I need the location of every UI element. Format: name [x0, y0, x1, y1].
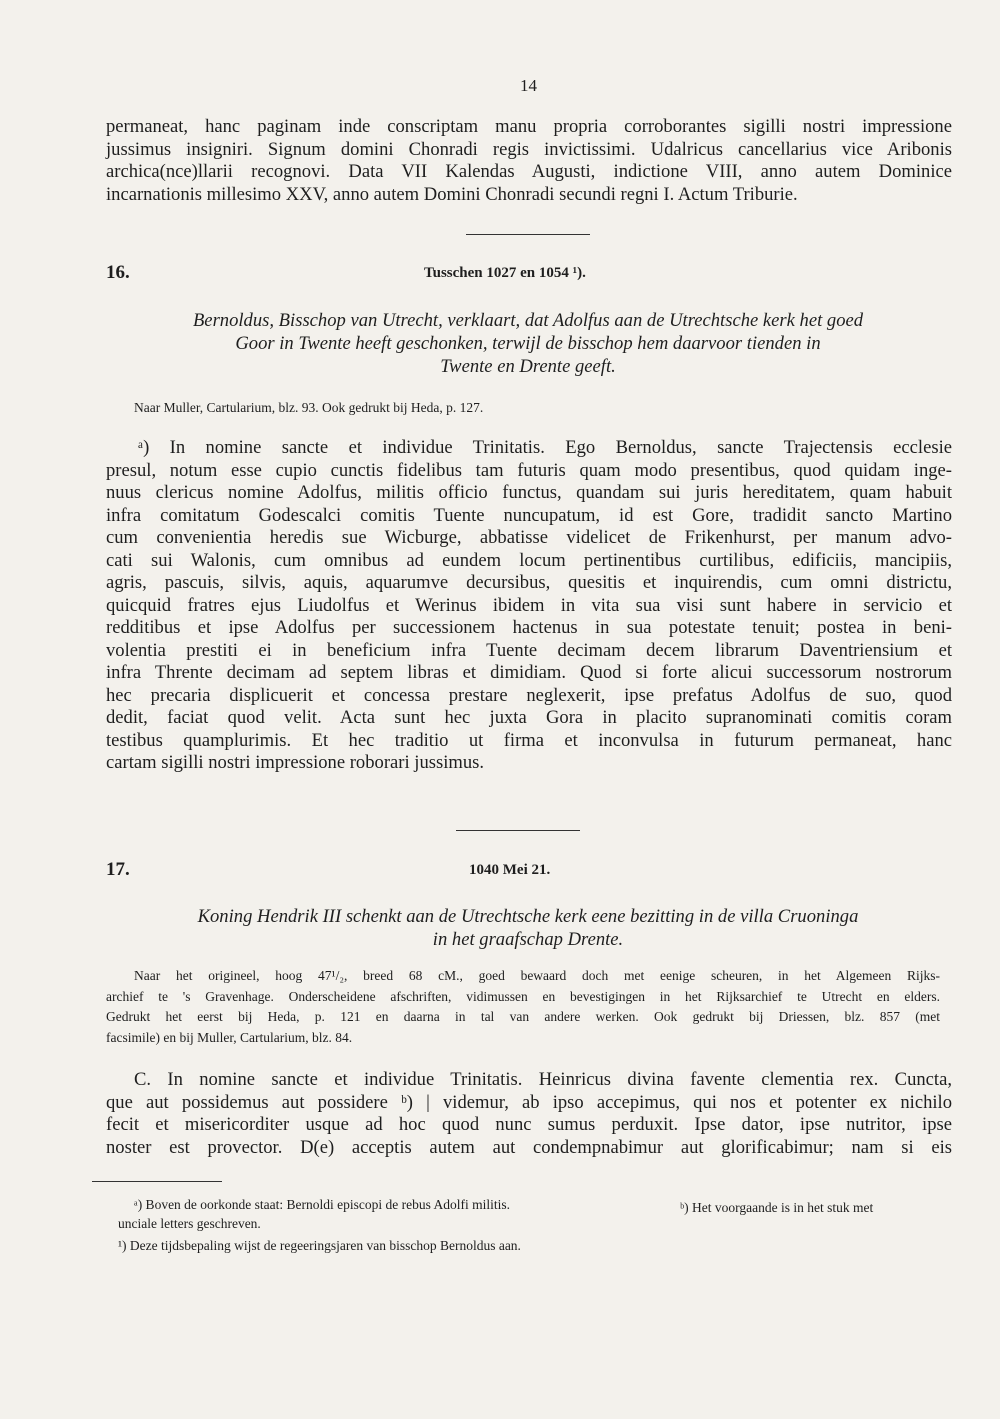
text-line: presul, notum esse cupio cunctis fidelibus tam futuris quam modo presentibus, quod quidam inge- — [106, 459, 952, 481]
section-summary — [110, 905, 946, 951]
footnote-a: ᵃ) Boven de oorkonde staat: Bernoldi episcopi de rebus Adolfi militis. — [134, 1197, 511, 1212]
text-line: incarnationis millesimo XXV, anno autem Domini Chonradi secundi regni I. Actum Triburie. — [106, 183, 798, 205]
section-divider — [466, 234, 590, 235]
page-number: 14 — [520, 76, 537, 95]
text-line: agris, pascuis, silvis, aquis, aquarumve decursibus, quesitis et inquirendis, cum omni districtu, — [106, 572, 952, 593]
source-line: Gedrukt het eerst bij Heda, p. 121 en daarna in tal van andere werken. Ook gedrukt bij Driessen, blz. 857 (met — [106, 1009, 940, 1024]
footnote-divider — [92, 1181, 222, 1182]
footnote-1: ¹) Deze tijdsbepaling wijst de regeeringsjaren van bisschop Bernoldus aan. — [118, 1238, 521, 1253]
section-summary — [110, 309, 946, 378]
text-line: cartam sigilli nostri impressione roborari jussimus. — [106, 752, 485, 773]
intro-paragraph — [106, 116, 952, 206]
text-line: infra comitatum Godescalci comitis Tuente nuncupatum, id est Gore, tradidit sancto Martino — [106, 504, 952, 526]
text-line: cati sui Walonis, cum omnibus ad eundem locum pertinentibus curtilibus, edificiis, mancipiis, — [106, 549, 952, 571]
summary-line: Koning Hendrik III schenkt aan de Utrechtsche kerk eene bezitting in de villa Cruoninga — [197, 906, 859, 927]
summary-line: Bernoldus, Bisschop van Utrecht, verklaart, dat Adolfus aan de Utrechtsche kerk het goed — [192, 310, 864, 331]
text-line: ᵃ) In nomine sancte et individue Trinitatis. Ego Bernoldus, sancte Trajectensis ecclesie — [138, 437, 952, 458]
summary-line: Twente en Drente geeft. — [440, 356, 616, 377]
text-line: redditibus et ipse Adolfus per successionem hactenus in sua potestate tenuit; postea in beni- — [106, 617, 952, 638]
text-line: nuus clericus nomine Adolfus, militis officio functus, quandam sui juris hereditatem, quam habuit — [106, 482, 952, 503]
source-note — [106, 966, 940, 1048]
text-line: dedit, faciat quod velit. Acta sunt hec juxta Gora in placito supranominati comitis coram — [106, 707, 952, 728]
summary-line: in het graafschap Drente. — [432, 929, 624, 950]
summary-line: Goor in Twente heeft geschonken, terwijl de bisschop hem daarvoor tienden in — [235, 333, 821, 354]
text-line: jussimus insigniri. Signum domini Chonradi regis invictissimi. Udalricus cancellarius vice Aribonis — [106, 138, 952, 160]
text-line: infra Thrente decimam ad septem libras et dimidiam. Quod si forte alicui successorum nostrorum — [106, 662, 952, 683]
text-line: noster est provector. D(e) acceptis autem aut condempnabimur aut glorificabimur; nam si eis — [106, 1136, 952, 1158]
source-line: facsimile) en bij Muller, Cartularium, blz. 84. — [106, 1029, 353, 1045]
text-line: hec precaria displicuerit et concessa prestare neglexerit, ipse prefatus Adolfus de suo, quod — [106, 684, 952, 706]
source-line: archief te 's Gravenhage. Onderscheidene afschriften, vidimussen en bevestigingen in het Rijksarchief te Utrecht en elders. — [106, 988, 940, 1004]
text-line: permaneat, hanc paginam inde conscriptam manu propria corroborantes sigilli nostri impressione — [106, 116, 952, 137]
text-line: archica(nce)llarii recognovi. Data VII Kalendas Augusti, indictione VIII, anno autem Dominice — [106, 161, 952, 182]
charter-text — [106, 437, 952, 775]
footnote-b: ᵇ) Het voorgaande is in het stuk met — [680, 1200, 874, 1215]
source-line: Naar het origineel, hoog 47¹/₂, breed 68 cM., goed bewaard doch met eenige scheuren, in het Algemeen Rijks- — [134, 968, 940, 983]
text-line: C. In nomine sancte et individue Trinitatis. Heinricus divina favente clementia rex. Cuncta, — [134, 1069, 952, 1090]
text-line: cum convenientia heredis sue Wicburge, abbatisse videlicet de Frikenhurst, per manum advo- — [106, 527, 952, 548]
footnote-b-continued: unciale letters geschreven. — [118, 1216, 261, 1231]
text-line: que aut possidemus aut possidere ᵇ) | videmur, ab ipso accepimus, qui nos et potenter ex nichilo — [106, 1091, 952, 1113]
charter-text — [106, 1069, 952, 1159]
source-note — [134, 398, 483, 419]
section-number: 17. — [106, 859, 130, 880]
text-line: volentia prestiti ei in beneficium infra Tuente decimam decem librarum Daventriensium et — [106, 639, 952, 661]
section-date: Tusschen 1027 en 1054 ¹). — [424, 265, 586, 281]
source-line: Naar Muller, Cartularium, blz. 93. Ook gedrukt bij Heda, p. 127. — [134, 400, 484, 415]
text-line: quicquid fratres ejus Liudolfus et Werinus ibidem in vita sua visi sunt habere in servicio et — [106, 594, 952, 616]
section-date: 1040 Mei 21. — [469, 862, 551, 878]
text-line: fecit et misericorditer usque ad hoc quod nunc sumus perduxit. Ipse dator, ipse nutritor, ipse — [106, 1114, 952, 1135]
section-number: 16. — [106, 262, 130, 283]
section-divider — [456, 830, 580, 831]
text-line: testibus quamplurimis. Et hec traditio ut firma et inconvulsa in futurum permaneat, hanc — [106, 729, 952, 751]
